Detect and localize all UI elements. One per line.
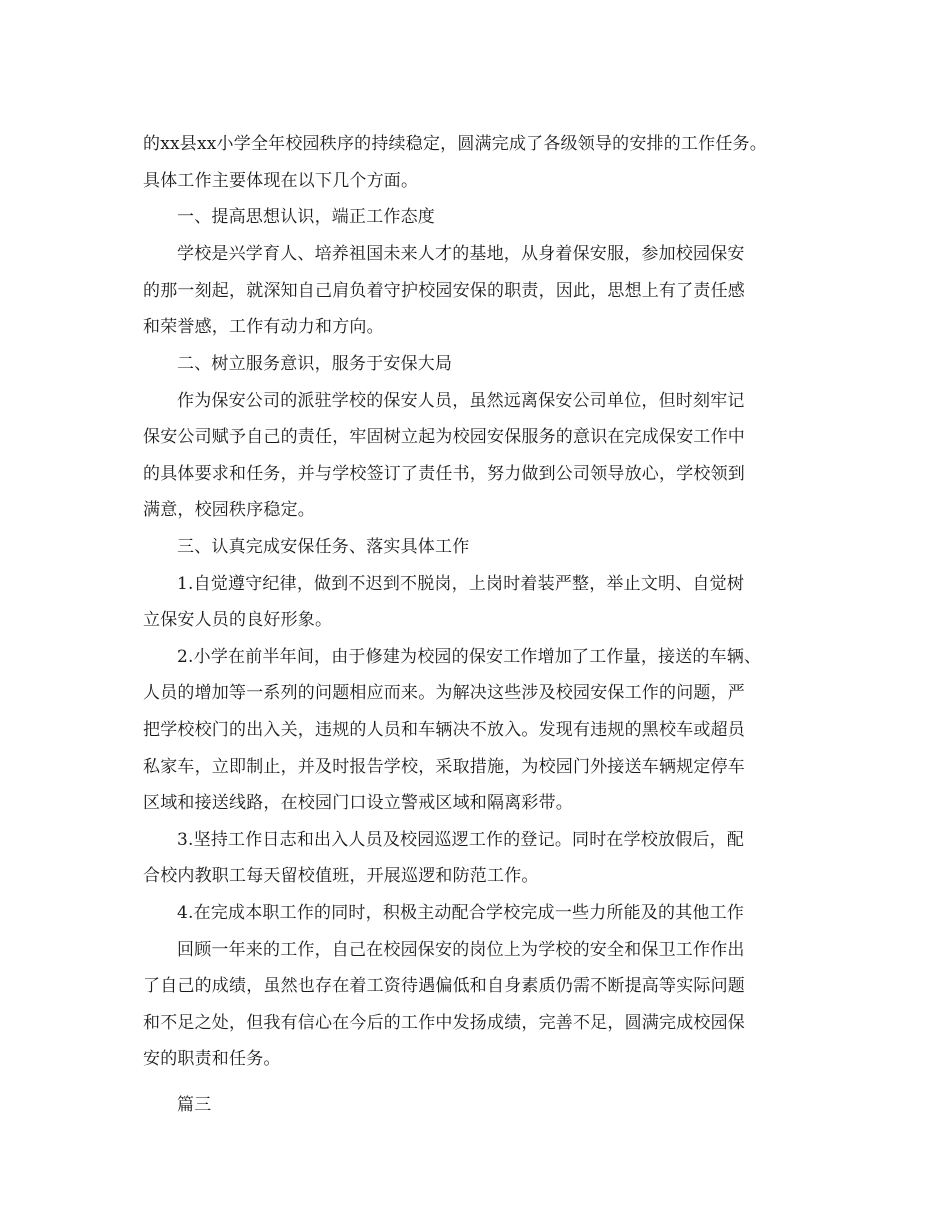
text-line-1: 的xx县xx小学全年校园秩序的持续稳定，圆满完成了各级领导的安排的工作任务。 (143, 134, 767, 154)
text-line-2: 具体工作主要体现在以下几个方面。 (143, 171, 419, 191)
section-title-pian-san: 篇三 (177, 1095, 212, 1115)
text-line-16: 人员的增加等一系列的问题相应而来。为解决这些涉及校园安保工作的问题，严 (143, 683, 745, 703)
text-line-9: 保安公司赋予自己的责任，牢固树立起为校园安保服务的意识在完成保安工作中 (143, 427, 745, 447)
text-line-17: 把学校校门的出入关，违规的人员和车辆决不放入。发现有违规的黑校车或超员 (143, 720, 745, 740)
text-line-22: 4.在完成本职工作的同时，积极主动配合学校完成一些力所能及的其他工作 (177, 903, 745, 923)
text-line-15: 2.小学在前半年间，由于修建为校园的保安工作增加了工作量，接送的车辆、 (177, 647, 762, 667)
text-line-19: 区域和接送线路，在校园门口设立警戒区域和隔离彩带。 (143, 793, 573, 813)
section-heading-1: 一、提高思想认识，端正工作态度 (177, 207, 435, 227)
text-line-4: 学校是兴学育人、培养祖国未来人才的基地，从身着保安服，参加校园保安 (177, 244, 745, 264)
text-line-23: 回顾一年来的工作，自己在校园保安的岗位上为学校的安全和保卫工作作出 (177, 940, 745, 960)
section-heading-3: 三、认真完成安保任务、落实具体工作 (177, 537, 470, 557)
text-line-24: 了自己的成绩，虽然也存在着工资待遇偏低和自身素质仍需不断提高等实际问题 (143, 976, 745, 996)
text-line-18: 私家车，立即制止，并及时报告学校，采取措施，为校园门外接送车辆规定停车 (143, 757, 745, 777)
text-line-5: 的那一刻起，就深知自己肩负着守护校园安保的职责，因此，思想上有了责任感 (143, 281, 745, 301)
text-line-10: 的具体要求和任务，并与学校签订了责任书，努力做到公司领导放心，学校领到 (143, 464, 745, 484)
text-line-21: 合校内教职工每天留校值班，开展巡逻和防范工作。 (143, 866, 539, 886)
section-heading-2: 二、树立服务意识，服务于安保大局 (177, 354, 453, 374)
text-line-13: 1.自觉遵守纪律，做到不迟到不脱岗，上岗时着装严整，举止文明、自觉树 (177, 574, 745, 594)
text-line-8: 作为保安公司的派驻学校的保安人员，虽然远离保安公司单位，但时刻牢记 (177, 391, 745, 411)
text-line-20: 3.坚持工作日志和出入人员及校园巡逻工作的登记。同时在学校放假后，配 (177, 830, 745, 850)
text-line-14: 立保安人员的良好形象。 (143, 610, 333, 630)
text-line-11: 满意，校园秩序稳定。 (143, 500, 315, 520)
text-line-6: 和荣誉感，工作有动力和方向。 (143, 317, 384, 337)
text-line-25: 和不足之处，但我有信心在今后的工作中发扬成绩，完善不足，圆满完成校园保 (143, 1013, 745, 1033)
text-line-26: 安的职责和任务。 (143, 1049, 281, 1069)
